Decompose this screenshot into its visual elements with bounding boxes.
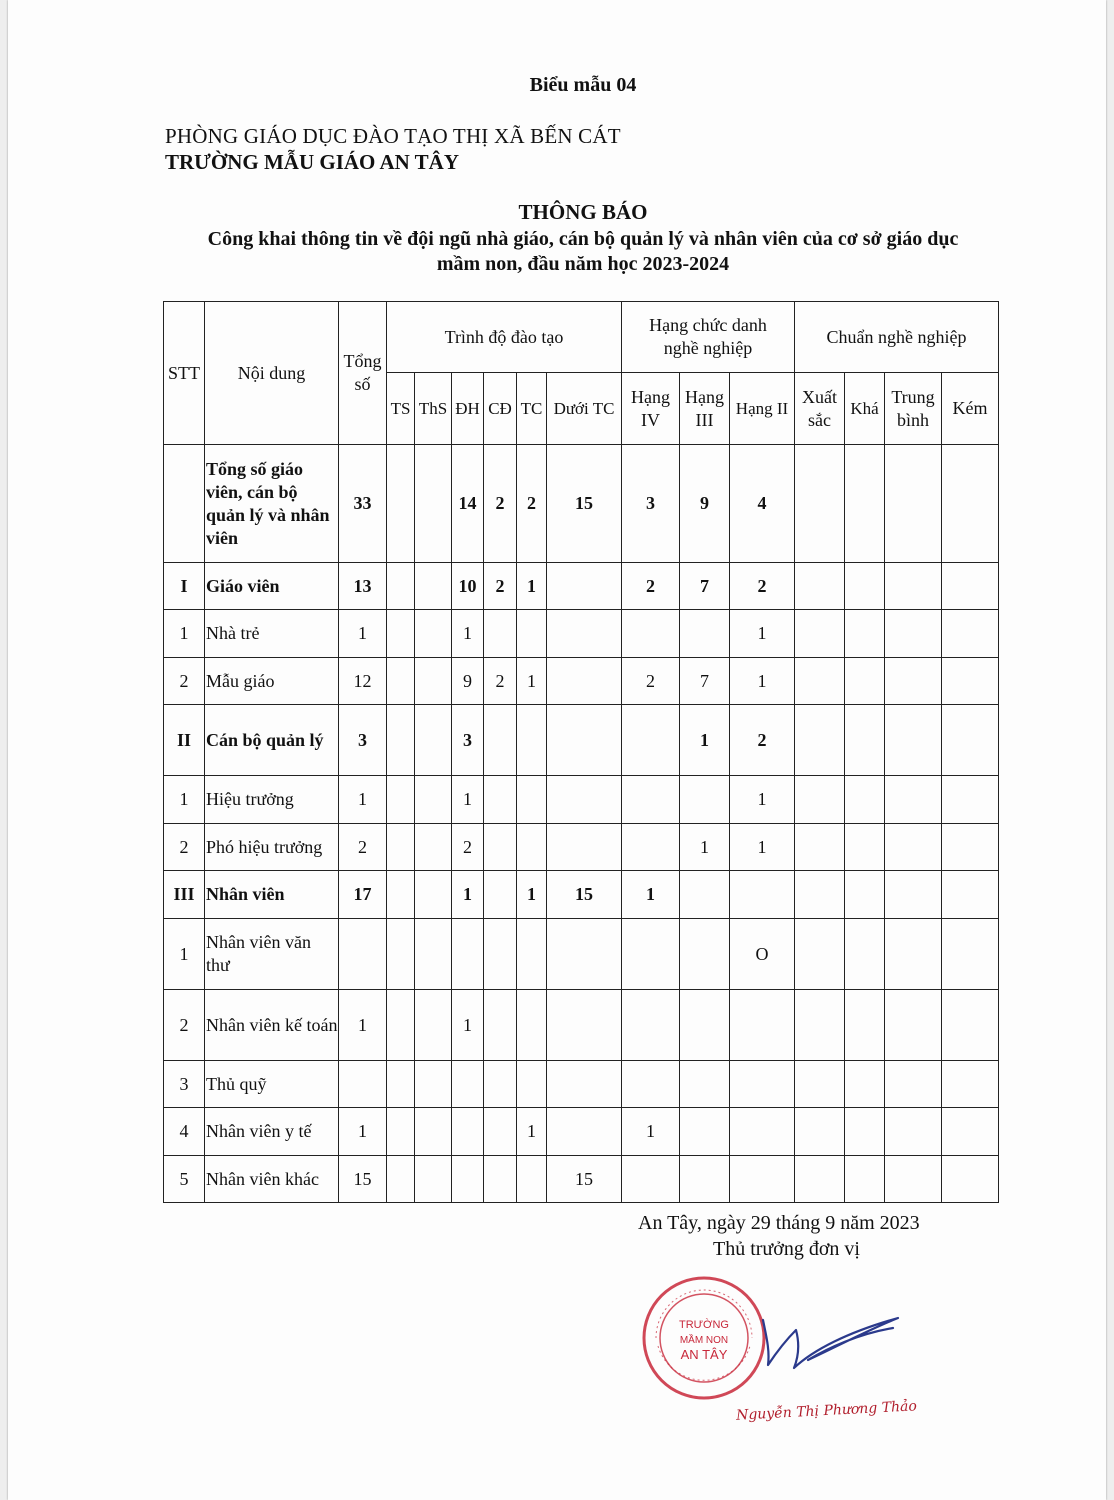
row-cell	[452, 1108, 484, 1156]
row-stt: 2	[164, 658, 205, 705]
row-cell	[484, 1108, 517, 1156]
row-cell	[730, 1108, 795, 1156]
row-cell: 1	[517, 658, 547, 705]
row-cell	[547, 610, 622, 658]
table-row	[164, 705, 999, 776]
table-row	[164, 445, 999, 563]
row-cell	[387, 1061, 415, 1108]
row-cell	[547, 776, 622, 824]
row-cell: 2	[622, 658, 680, 705]
row-cell	[885, 824, 942, 871]
row-cell	[795, 1156, 845, 1203]
row-cell	[452, 1156, 484, 1203]
row-cell: 7	[680, 563, 730, 610]
row-cell	[387, 1108, 415, 1156]
row-cell	[680, 610, 730, 658]
table-row	[164, 563, 999, 610]
row-content: Nhân viên văn thư	[205, 919, 339, 990]
row-cell	[885, 610, 942, 658]
row-cell	[622, 1156, 680, 1203]
row-cell	[415, 919, 452, 990]
row-cell	[517, 1061, 547, 1108]
row-cell	[730, 1156, 795, 1203]
row-cell	[622, 776, 680, 824]
subheader-rank-iii	[680, 373, 730, 445]
row-cell	[730, 871, 795, 919]
row-cell	[547, 919, 622, 990]
table-row	[164, 1108, 999, 1156]
row-cell: 1	[517, 1108, 547, 1156]
row-cell	[547, 563, 622, 610]
row-cell: 1	[622, 1108, 680, 1156]
subheader-average-text: Trung bình	[891, 386, 935, 430]
row-cell: 2	[622, 563, 680, 610]
row-cell	[795, 990, 845, 1061]
row-cell	[845, 610, 885, 658]
subheader-dh: ĐH	[452, 373, 484, 445]
subheader-ts: TS	[387, 373, 415, 445]
row-cell: 15	[547, 445, 622, 563]
row-cell	[415, 871, 452, 919]
row-cell	[845, 1156, 885, 1203]
row-cell	[942, 1108, 999, 1156]
row-cell: 1	[452, 610, 484, 658]
row-cell	[547, 705, 622, 776]
row-cell	[452, 919, 484, 990]
school-name: TRƯỜNG MẪU GIÁO AN TÂY	[165, 150, 460, 174]
row-cell	[387, 919, 415, 990]
row-cell	[885, 990, 942, 1061]
document-page	[8, 0, 1106, 1500]
row-cell	[885, 563, 942, 610]
row-cell	[942, 563, 999, 610]
table-row	[164, 658, 999, 705]
row-cell	[845, 705, 885, 776]
subheader-below-tc: Dưới TC	[547, 373, 622, 445]
row-cell: 1	[339, 990, 387, 1061]
header-training: Trình độ đào tạo	[387, 302, 622, 373]
row-cell	[942, 610, 999, 658]
row-cell	[795, 919, 845, 990]
row-content: Hiệu trưởng	[205, 776, 339, 824]
row-stt: 1	[164, 776, 205, 824]
row-cell: 1	[339, 610, 387, 658]
row-cell	[942, 824, 999, 871]
row-stt: 3	[164, 1061, 205, 1108]
place-date: An Tây, ngày 29 tháng 9 năm 2023	[638, 1212, 920, 1234]
row-cell	[387, 610, 415, 658]
row-cell	[795, 610, 845, 658]
row-cell: 4	[730, 445, 795, 563]
row-content: Tổng số giáo viên, cán bộ quản lý và nhân viên	[205, 445, 339, 563]
table-row	[164, 1061, 999, 1108]
signer-name: Nguyễn Thị Phương Thảo	[735, 1398, 918, 1424]
row-cell	[517, 919, 547, 990]
row-cell	[795, 563, 845, 610]
subtitle-line-1: Công khai thông tin về đội ngũ nhà giáo, cán bộ quản lý và nhân viên của cơ sở giáo dục	[207, 228, 959, 250]
row-cell	[845, 1108, 885, 1156]
row-cell: 2	[730, 705, 795, 776]
row-cell	[415, 1061, 452, 1108]
row-cell: 2	[484, 563, 517, 610]
row-cell	[517, 776, 547, 824]
row-cell	[845, 445, 885, 563]
subtitle-line-2: mầm non, đầu năm học 2023-2024	[436, 253, 730, 275]
row-cell	[339, 919, 387, 990]
row-cell	[845, 871, 885, 919]
row-cell: 2	[517, 445, 547, 563]
table-row	[164, 610, 999, 658]
subheader-rank-iii-text: Hạng III	[685, 386, 724, 430]
row-cell	[845, 919, 885, 990]
row-content: Nhân viên kế toán	[205, 990, 339, 1061]
row-cell	[484, 871, 517, 919]
row-cell	[622, 990, 680, 1061]
row-cell	[885, 1156, 942, 1203]
row-cell	[339, 1061, 387, 1108]
row-cell	[547, 990, 622, 1061]
row-stt: III	[164, 871, 205, 919]
row-cell	[885, 705, 942, 776]
row-cell: 17	[339, 871, 387, 919]
row-cell	[547, 1061, 622, 1108]
row-cell	[415, 658, 452, 705]
row-cell	[484, 919, 517, 990]
row-cell	[387, 776, 415, 824]
table-row	[164, 824, 999, 871]
row-cell	[517, 990, 547, 1061]
row-cell: 1	[452, 871, 484, 919]
row-cell	[680, 919, 730, 990]
row-cell	[885, 871, 942, 919]
row-cell: 33	[339, 445, 387, 563]
row-cell: 3	[452, 705, 484, 776]
row-cell	[795, 776, 845, 824]
row-cell: 1	[622, 871, 680, 919]
row-cell	[547, 1108, 622, 1156]
row-cell: 15	[547, 871, 622, 919]
row-cell: 2	[452, 824, 484, 871]
row-cell	[845, 824, 885, 871]
row-cell	[942, 445, 999, 563]
document-subtitle	[158, 227, 1008, 277]
row-cell: 1	[730, 658, 795, 705]
row-cell	[795, 445, 845, 563]
row-cell: 2	[484, 445, 517, 563]
row-cell: 2	[730, 563, 795, 610]
row-cell	[547, 824, 622, 871]
header-total: Tổng số	[339, 302, 387, 445]
row-cell	[942, 919, 999, 990]
row-cell: 12	[339, 658, 387, 705]
row-cell	[680, 871, 730, 919]
row-cell	[680, 990, 730, 1061]
subheader-excellent	[795, 373, 845, 445]
row-cell	[415, 1108, 452, 1156]
row-cell	[942, 1156, 999, 1203]
row-cell	[387, 990, 415, 1061]
row-cell	[415, 1156, 452, 1203]
row-cell: 1	[452, 776, 484, 824]
row-content: Nhà trẻ	[205, 610, 339, 658]
row-stt	[164, 445, 205, 563]
stamp-line-3: AN TÂY	[680, 1347, 728, 1362]
row-cell: 1	[730, 610, 795, 658]
row-cell	[680, 1061, 730, 1108]
row-content: Phó hiệu trưởng	[205, 824, 339, 871]
row-cell	[415, 824, 452, 871]
document-title: THÔNG BÁO	[518, 200, 648, 224]
row-cell	[484, 776, 517, 824]
row-cell	[415, 563, 452, 610]
row-cell	[730, 1061, 795, 1108]
table-row	[164, 871, 999, 919]
row-cell	[622, 705, 680, 776]
subheader-tc: TC	[517, 373, 547, 445]
staff-table	[163, 301, 999, 1203]
row-cell: 1	[730, 824, 795, 871]
row-cell: 7	[680, 658, 730, 705]
form-code: Biểu mẫu 04	[529, 74, 637, 96]
row-cell	[942, 871, 999, 919]
row-content: Giáo viên	[205, 563, 339, 610]
row-cell: 1	[517, 871, 547, 919]
header-standard: Chuẩn nghề nghiệp	[795, 302, 999, 373]
row-cell	[415, 445, 452, 563]
row-cell	[942, 1061, 999, 1108]
handwritten-signature	[728, 1290, 908, 1380]
row-cell	[795, 658, 845, 705]
row-content: Thủ quỹ	[205, 1061, 339, 1108]
row-stt: 5	[164, 1156, 205, 1203]
table-row	[164, 1156, 999, 1203]
row-cell	[845, 563, 885, 610]
row-cell	[484, 990, 517, 1061]
stamp-line-2: MẦM NON	[679, 1335, 729, 1346]
header-stt: STT	[164, 302, 205, 445]
row-cell	[942, 705, 999, 776]
subheader-rank-ii: Hạng II	[730, 373, 795, 445]
row-cell	[484, 824, 517, 871]
subheader-weak: Kém	[942, 373, 999, 445]
department-name: PHÒNG GIÁO DỤC ĐÀO TẠO THỊ XÃ BẾN CÁT	[165, 124, 621, 148]
row-cell	[387, 871, 415, 919]
row-cell	[517, 705, 547, 776]
row-cell	[415, 776, 452, 824]
row-cell	[730, 990, 795, 1061]
row-cell	[885, 445, 942, 563]
row-cell	[795, 705, 845, 776]
head-of-unit-title: Thủ trưởng đơn vị	[713, 1238, 860, 1260]
header-rank	[622, 302, 795, 373]
row-stt: I	[164, 563, 205, 610]
row-cell	[387, 445, 415, 563]
row-cell	[484, 1061, 517, 1108]
row-cell: 15	[547, 1156, 622, 1203]
row-cell	[942, 990, 999, 1061]
row-cell: 1	[452, 990, 484, 1061]
row-cell: 10	[452, 563, 484, 610]
row-stt: 1	[164, 610, 205, 658]
table-row	[164, 919, 999, 990]
row-cell	[415, 610, 452, 658]
row-cell	[845, 990, 885, 1061]
row-cell	[795, 824, 845, 871]
subheader-ths: ThS	[415, 373, 452, 445]
row-cell	[885, 776, 942, 824]
subheader-average	[885, 373, 942, 445]
row-content: Nhân viên khác	[205, 1156, 339, 1203]
row-cell	[680, 1156, 730, 1203]
row-cell	[795, 1108, 845, 1156]
row-cell	[845, 1061, 885, 1108]
row-cell: 9	[680, 445, 730, 563]
row-cell	[795, 1061, 845, 1108]
row-cell	[387, 824, 415, 871]
stamp-line-1: TRƯỜNG	[679, 1319, 729, 1331]
row-cell: 1	[680, 705, 730, 776]
row-cell	[387, 563, 415, 610]
row-cell: O	[730, 919, 795, 990]
row-cell	[484, 610, 517, 658]
header-rank-text: Hạng chức danh nghề nghiệp	[649, 315, 767, 358]
row-cell: 2	[339, 824, 387, 871]
row-cell	[452, 1061, 484, 1108]
row-cell: 1	[730, 776, 795, 824]
row-cell	[885, 1061, 942, 1108]
table-row	[164, 990, 999, 1061]
subheader-excellent-text: Xuất sắc	[802, 386, 837, 430]
subheader-cd: CĐ	[484, 373, 517, 445]
row-cell	[387, 705, 415, 776]
row-stt: 2	[164, 824, 205, 871]
row-stt: 1	[164, 919, 205, 990]
subheader-good: Khá	[845, 373, 885, 445]
row-cell: 13	[339, 563, 387, 610]
row-content: Cán bộ quản lý	[205, 705, 339, 776]
row-cell	[517, 610, 547, 658]
row-cell	[795, 871, 845, 919]
row-cell: 2	[484, 658, 517, 705]
row-cell: 15	[339, 1156, 387, 1203]
row-cell	[484, 1156, 517, 1203]
row-content: Mẫu giáo	[205, 658, 339, 705]
row-cell: 9	[452, 658, 484, 705]
row-cell: 1	[339, 1108, 387, 1156]
row-cell	[517, 824, 547, 871]
row-cell	[622, 824, 680, 871]
row-cell	[622, 610, 680, 658]
row-cell	[680, 1108, 730, 1156]
row-cell	[845, 776, 885, 824]
row-cell	[885, 658, 942, 705]
row-cell	[885, 919, 942, 990]
table-row	[164, 776, 999, 824]
row-cell	[387, 1156, 415, 1203]
row-cell	[415, 705, 452, 776]
row-stt: 4	[164, 1108, 205, 1156]
row-cell: 1	[339, 776, 387, 824]
row-cell	[885, 1108, 942, 1156]
row-cell	[517, 1156, 547, 1203]
row-cell: 3	[622, 445, 680, 563]
row-cell	[680, 776, 730, 824]
row-content: Nhân viên y tế	[205, 1108, 339, 1156]
row-stt: II	[164, 705, 205, 776]
subheader-rank-iv-text: Hạng IV	[631, 386, 670, 430]
row-cell	[622, 919, 680, 990]
row-cell	[547, 658, 622, 705]
row-cell: 1	[517, 563, 547, 610]
row-cell	[622, 1061, 680, 1108]
subheader-rank-iv	[622, 373, 680, 445]
header-content: Nội dung	[205, 302, 339, 445]
row-cell	[415, 990, 452, 1061]
row-cell	[845, 658, 885, 705]
row-stt: 2	[164, 990, 205, 1061]
row-cell: 1	[680, 824, 730, 871]
row-content: Nhân viên	[205, 871, 339, 919]
row-cell	[484, 705, 517, 776]
row-cell	[942, 776, 999, 824]
row-cell	[387, 658, 415, 705]
row-cell: 14	[452, 445, 484, 563]
row-cell	[942, 658, 999, 705]
row-cell: 3	[339, 705, 387, 776]
